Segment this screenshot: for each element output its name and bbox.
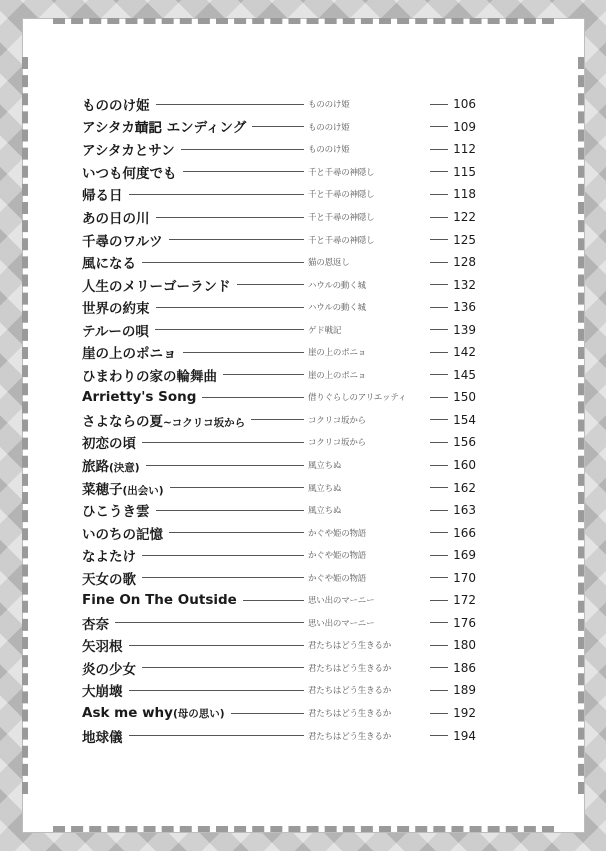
toc-entry[interactable] <box>82 521 476 544</box>
leader-line-short <box>430 690 448 691</box>
leader-line <box>155 329 304 330</box>
toc-entry[interactable] <box>82 589 476 612</box>
film-source: ゲド戦記 <box>308 325 342 336</box>
song-title <box>82 389 202 405</box>
song-title-text: ひこうき雲 <box>82 504 150 521</box>
film-source: ハウルの動く城 <box>308 303 366 314</box>
leader-line <box>156 217 305 218</box>
film-source: 崖の上のポニョ <box>308 370 367 381</box>
song-title <box>82 275 237 295</box>
film-source: 君たちはどう生きるか <box>308 663 392 674</box>
song-title-text: 千尋のワルツ <box>82 233 163 250</box>
leader-line-short <box>430 194 448 195</box>
leader-line-short <box>430 239 448 240</box>
film-source: 千と千尋の神隠し <box>308 190 375 201</box>
leader-line-short <box>430 284 448 285</box>
page-number: 162 <box>453 480 476 495</box>
page-number: 186 <box>453 660 476 675</box>
leader-line <box>129 645 305 646</box>
song-title <box>82 252 142 272</box>
leader-line-short <box>430 487 448 488</box>
toc-entry[interactable] <box>82 476 476 499</box>
page-number: 136 <box>453 300 476 315</box>
page-number: 170 <box>453 570 476 585</box>
page-number: 169 <box>453 548 476 563</box>
toc-entry[interactable] <box>82 409 476 432</box>
song-title <box>82 658 142 678</box>
leader-line-short <box>430 171 448 172</box>
page-number: 139 <box>453 322 476 337</box>
song-title <box>82 613 115 633</box>
song-title <box>82 94 156 114</box>
film-source: コクリコ坂から <box>308 415 366 426</box>
toc-entry[interactable] <box>82 386 476 409</box>
leader-line-short <box>430 217 448 218</box>
film-source: 君たちはどう生きるか <box>308 709 392 720</box>
song-title <box>82 455 146 475</box>
song-title <box>82 139 181 159</box>
leader-line <box>129 690 305 691</box>
film-source: 崖の上のポニョ <box>308 348 367 359</box>
song-title-text: 杏奈 <box>82 616 109 633</box>
leader-line <box>183 352 305 353</box>
toc-entry[interactable] <box>82 679 476 702</box>
song-title <box>82 365 223 385</box>
film-source: 風立ちぬ <box>308 506 342 517</box>
table-of-contents <box>82 93 476 747</box>
song-title-text: さよならの夏 <box>82 413 163 430</box>
song-title <box>82 342 183 362</box>
song-title-text: Ask me why <box>82 705 173 722</box>
song-title <box>82 230 169 250</box>
song-title-text: ひまわりの家の輪舞曲 <box>82 368 217 385</box>
toc-entry[interactable] <box>82 702 476 725</box>
leader-line-short <box>430 397 448 398</box>
song-title-subtitle: ~コクリコ坂から <box>163 416 246 429</box>
leader-line <box>231 713 304 714</box>
page-number: 142 <box>453 345 476 360</box>
toc-entry[interactable] <box>82 251 476 274</box>
film-source: かぐや姫の物語 <box>308 551 367 562</box>
toc-entry[interactable] <box>82 657 476 680</box>
top-dashed-border <box>53 18 554 25</box>
leader-line-short <box>430 442 448 443</box>
song-title <box>82 207 156 227</box>
toc-entry[interactable] <box>82 318 476 341</box>
toc-entry[interactable] <box>82 634 476 657</box>
page-number: 125 <box>453 232 476 247</box>
page-number: 150 <box>453 390 476 405</box>
leader-line <box>142 442 304 443</box>
leader-line-short <box>430 555 448 556</box>
song-title <box>82 432 142 452</box>
song-title-text: 風になる <box>82 256 136 273</box>
film-source: 思い出のマーニー <box>308 596 375 607</box>
song-title-text: Fine On The Outside <box>82 592 237 609</box>
page-number: 192 <box>453 706 476 721</box>
toc-entry[interactable] <box>82 93 476 116</box>
toc-entry[interactable] <box>82 138 476 161</box>
leader-line-short <box>430 577 448 578</box>
page-number: 132 <box>453 277 476 292</box>
leader-line <box>202 397 304 398</box>
leader-line <box>129 194 305 195</box>
leader-line-short <box>430 713 448 714</box>
leader-line <box>251 419 304 420</box>
song-title-text: 崖の上のポニョ <box>82 346 177 363</box>
film-source: かぐや姫の物語 <box>308 528 367 539</box>
leader-line-short <box>430 262 448 263</box>
song-title-text: 初恋の頃 <box>82 436 136 453</box>
song-title-text: 世界の約束 <box>82 301 150 318</box>
page-number: 166 <box>453 525 476 540</box>
leader-line <box>156 510 305 511</box>
toc-entry[interactable] <box>82 341 476 364</box>
song-title-text: 帰る日 <box>82 188 123 205</box>
page-number: 145 <box>453 367 476 382</box>
leader-line-short <box>430 126 448 127</box>
song-title-text: 炎の少女 <box>82 661 136 678</box>
leader-line <box>223 374 304 375</box>
song-title <box>82 297 156 317</box>
film-source: 猫の恩返し <box>308 258 350 269</box>
song-title-text: なよたけ <box>82 549 136 566</box>
song-title-text: アシタカとサン <box>82 143 175 160</box>
film-source: 千と千尋の神隠し <box>308 235 375 246</box>
film-source: かぐや姫の物語 <box>308 573 367 584</box>
film-source: 君たちはどう生きるか <box>308 731 392 742</box>
song-title <box>82 726 129 746</box>
leader-line-short <box>430 419 448 420</box>
film-source: 思い出のマーニー <box>308 618 375 629</box>
song-title <box>82 568 142 588</box>
song-title-text: 地球儀 <box>82 729 123 746</box>
song-title-text: アシタカ𦻙記 エンディング <box>82 119 247 136</box>
toc-entry[interactable] <box>82 206 476 229</box>
page-number: 128 <box>453 255 476 270</box>
leader-line <box>156 104 305 105</box>
film-source: もののけ姫 <box>308 122 350 133</box>
song-title-text: 旅路 <box>82 459 109 476</box>
page-number: 106 <box>453 97 476 112</box>
song-title-text: 天女の歌 <box>82 571 136 588</box>
leader-line-short <box>430 307 448 308</box>
film-source: 借りぐらしのアリエッティ <box>308 393 407 404</box>
toc-entry[interactable] <box>82 296 476 319</box>
leader-line <box>129 735 305 736</box>
left-dashed-border <box>22 57 29 794</box>
leader-line <box>183 171 305 172</box>
leader-line <box>170 487 304 488</box>
leader-line <box>181 149 304 150</box>
song-title-text: あの日の川 <box>82 211 150 227</box>
song-title-text: いつも何度でも <box>82 165 177 182</box>
leader-line <box>146 465 304 466</box>
toc-entry[interactable] <box>82 228 476 251</box>
song-title-text: 大崩壊 <box>82 684 123 701</box>
leader-line-short <box>430 374 448 375</box>
page-number: 176 <box>453 615 476 630</box>
toc-entry[interactable] <box>82 499 476 522</box>
leader-line-short <box>430 645 448 646</box>
film-source: 君たちはどう生きるか <box>308 641 392 652</box>
leader-line <box>142 667 304 668</box>
leader-line-short <box>430 149 448 150</box>
page-number: 163 <box>453 503 476 518</box>
song-title <box>82 635 129 655</box>
page-number: 118 <box>453 187 476 202</box>
song-title <box>82 320 155 340</box>
song-title <box>82 116 252 138</box>
song-title <box>82 705 231 721</box>
page-number: 180 <box>453 638 476 653</box>
leader-line-short <box>430 532 448 533</box>
toc-entry[interactable] <box>82 544 476 567</box>
song-title <box>82 680 129 700</box>
leader-line <box>252 126 304 127</box>
toc-entry[interactable] <box>82 454 476 477</box>
song-title <box>82 184 129 204</box>
leader-line <box>243 600 304 601</box>
song-title-subtitle: (母の思い) <box>172 708 225 721</box>
song-title-text: 矢羽根 <box>82 639 123 656</box>
song-title-text: 人生のメリーゴーランド <box>82 278 231 295</box>
page-number: 122 <box>453 210 476 224</box>
song-title <box>82 162 183 182</box>
page-number: 154 <box>453 412 476 427</box>
leader-line-short <box>430 104 448 105</box>
leader-line <box>237 284 305 285</box>
song-title <box>82 592 243 608</box>
film-source: 君たちはどう生きるか <box>308 686 392 697</box>
film-source: もののけ姫 <box>308 145 350 156</box>
leader-line <box>115 622 304 623</box>
leader-line <box>142 262 304 263</box>
leader-line <box>142 555 304 556</box>
song-title <box>82 478 170 498</box>
toc-entry[interactable] <box>82 116 476 139</box>
film-source: コクリコ坂から <box>308 438 366 449</box>
leader-line <box>156 307 305 308</box>
leader-line-short <box>430 600 448 601</box>
song-title-subtitle: (決意) <box>109 462 140 475</box>
toc-entry[interactable] <box>82 724 476 747</box>
song-title-text: 菜穂子 <box>82 481 123 498</box>
page-number: 194 <box>453 728 476 743</box>
film-source: 千と千尋の神隠し <box>308 213 375 223</box>
song-title-subtitle: (出会い) <box>122 484 164 497</box>
leader-line <box>169 239 304 240</box>
song-title <box>82 410 251 430</box>
leader-line-short <box>430 329 448 330</box>
page-number: 172 <box>453 593 476 608</box>
toc-entry[interactable] <box>82 612 476 635</box>
page-number: 112 <box>453 142 476 157</box>
leader-line-short <box>430 622 448 623</box>
film-source: 風立ちぬ <box>308 483 342 494</box>
song-title-text: もののけ姫 <box>82 98 150 115</box>
leader-line-short <box>430 735 448 736</box>
film-source: 千と千尋の神隠し <box>308 167 375 178</box>
bottom-dashed-border <box>53 826 554 833</box>
toc-entry[interactable] <box>82 566 476 589</box>
film-source: ハウルの動く城 <box>308 280 366 291</box>
toc-entry[interactable] <box>82 273 476 296</box>
toc-entry[interactable] <box>82 431 476 454</box>
right-dashed-border <box>578 57 585 794</box>
page-number: 156 <box>453 435 476 450</box>
leader-line-short <box>430 352 448 353</box>
film-source: もののけ姫 <box>308 100 350 111</box>
song-title <box>82 545 142 565</box>
song-title-text: いのちの記憶 <box>82 526 163 543</box>
page-number: 115 <box>453 164 476 179</box>
leader-line-short <box>430 667 448 668</box>
toc-entry[interactable] <box>82 183 476 206</box>
song-title <box>82 500 156 520</box>
leader-line <box>169 532 304 533</box>
leader-line-short <box>430 465 448 466</box>
toc-entry[interactable] <box>82 364 476 387</box>
page-number: 109 <box>453 119 476 134</box>
film-source: 風立ちぬ <box>308 461 342 472</box>
song-title-text: Arrietty's Song <box>82 389 197 406</box>
leader-line-short <box>430 510 448 511</box>
song-title <box>82 523 169 543</box>
song-title-text: テルーの唄 <box>82 323 149 340</box>
page-number: 189 <box>453 683 476 698</box>
leader-line <box>142 577 304 578</box>
page-number: 160 <box>453 458 476 473</box>
toc-entry[interactable] <box>82 161 476 184</box>
